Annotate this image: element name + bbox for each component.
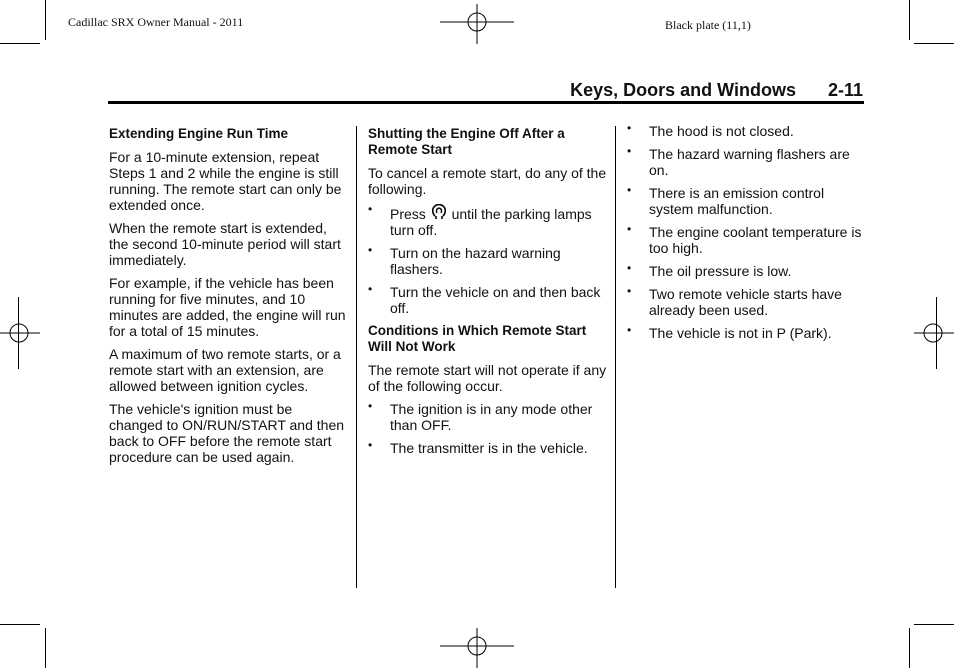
registration-mark-top: [440, 4, 514, 44]
column-divider-1: [356, 126, 357, 588]
column-divider-2: [615, 126, 616, 588]
column-1: [109, 126, 349, 472]
list-item: • The engine coolant temperature is too high.: [627, 224, 867, 256]
heading-extending-run-time: Extending Engine Run Time: [109, 126, 289, 141]
registration-mark-right: [914, 314, 954, 354]
list-item: • Two remote vehicle starts have already been used.: [627, 286, 867, 318]
press-text: Press: [390, 206, 426, 222]
list-item: • The ignition is in any mode other than OFF.: [368, 401, 608, 433]
page-number: 2-11: [827, 80, 863, 100]
list-item: [368, 204, 608, 238]
column-2: [368, 126, 608, 463]
heading-conditions: Conditions in Which Remote Start Will Not Work: [368, 323, 587, 354]
list-item: • Turn the vehicle on and then back off.: [368, 284, 608, 316]
paragraph: The vehicle's ignition must be changed to ON/RUN/START and then back to OFF before the remote start procedure can be used again.: [109, 401, 345, 465]
bullet-list-conditions-continued: [627, 123, 867, 341]
bullet-list-cancel: [368, 204, 608, 316]
remote-start-icon: [432, 204, 446, 220]
paragraph: For example, if the vehicle has been running for five minutes, and 10 minutes are added, the engine will run for a total of 15 minutes.: [109, 275, 346, 339]
section-title: Keys, Doors and Windows: [570, 80, 796, 100]
list-item: • The oil pressure is low.: [627, 263, 867, 279]
list-item: • The transmitter is in the vehicle.: [368, 440, 608, 456]
plate-label: Black plate (11,1): [665, 18, 751, 32]
column-3: [627, 123, 867, 348]
list-item: • The hood is not closed.: [627, 123, 867, 139]
paragraph: When the remote start is extended, the second 10-minute period will start immediately.: [109, 220, 341, 268]
list-item: • Turn on the hazard warning flashers.: [368, 245, 608, 277]
header-rule: [108, 101, 864, 104]
list-item: • The hazard warning flashers are on.: [627, 146, 867, 178]
paragraph: The remote start will not operate if any of the following occur.: [368, 362, 607, 394]
list-item: • The vehicle is not in P (Park).: [627, 325, 867, 341]
registration-mark-bottom: [440, 628, 514, 668]
paragraph: To cancel a remote start, do any of the following.: [368, 165, 607, 197]
press-text-after: until the parking lamps turn off.: [390, 206, 592, 238]
heading-shutting-engine-off: Shutting the Engine Off After a Remote Start: [368, 126, 565, 157]
bullet-list-conditions: [368, 401, 608, 456]
paragraph: For a 10-minute extension, repeat Steps 1 and 2 while the engine is still running. The remote start can only be extended once.: [109, 149, 342, 213]
list-item: • There is an emission control system malfunction.: [627, 185, 867, 217]
paragraph: A maximum of two remote starts, or a remote start with an extension, are allowed between ignition cycles.: [109, 346, 341, 394]
document-title: Cadillac SRX Owner Manual - 2011: [68, 15, 244, 29]
registration-mark-left: [0, 314, 40, 354]
